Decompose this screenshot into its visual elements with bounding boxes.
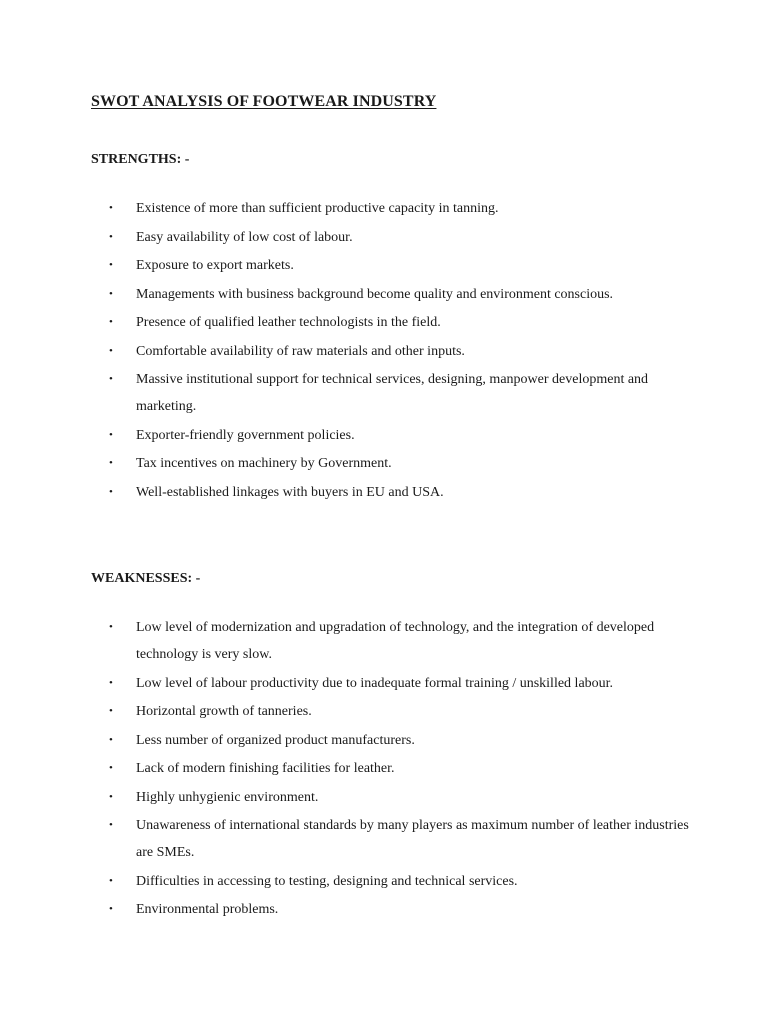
weaknesses-list	[109, 614, 689, 925]
list-item-text: Easy availability of low cost of labour.	[136, 229, 353, 245]
bullet-icon: •	[109, 287, 113, 300]
list-item-text: Low level of labour productivity due to inadequate formal training / unskilled labour.	[136, 675, 614, 691]
bullet-icon: •	[109, 202, 113, 214]
bullet-icon: •	[109, 230, 113, 243]
bullet-icon: •	[109, 316, 113, 328]
list-item	[109, 755, 689, 782]
list-item-text: Environmental problems.	[136, 902, 279, 917]
bullet-icon: •	[109, 733, 113, 746]
bullet-icon: •	[109, 428, 113, 441]
bullet-icon: •	[109, 705, 113, 717]
list-item	[109, 479, 689, 506]
list-item-text: Horizontal growth of tanneries.	[136, 704, 312, 719]
bullet-icon: •	[109, 874, 113, 887]
bullet-icon: •	[109, 621, 113, 633]
strengths-list	[109, 195, 689, 507]
list-item	[109, 422, 689, 449]
bullet-icon: •	[109, 457, 113, 469]
list-item	[109, 224, 689, 251]
list-item-text: Unawareness of international standards by many players as maximum number of leather industries are SMEs.	[136, 818, 689, 860]
strengths-heading: STRENGTHS: -	[91, 152, 190, 167]
list-item	[109, 670, 689, 697]
list-item-text: Comfortable availability of raw materials and other inputs.	[136, 343, 465, 359]
list-item-text: Lack of modern finishing facilities for leather.	[136, 761, 395, 776]
bullet-icon: •	[109, 676, 113, 689]
list-item	[109, 784, 689, 811]
list-item-text: Difficulties in accessing to testing, designing and technical services.	[136, 873, 518, 889]
list-item-text: Existence of more than sufficient productive capacity in tanning.	[136, 201, 499, 216]
list-item	[109, 812, 689, 866]
bullet-icon: •	[109, 485, 113, 498]
list-item-text: Less number of organized product manufacturers.	[136, 732, 415, 748]
list-item	[109, 309, 689, 336]
bullet-icon: •	[109, 344, 113, 357]
bullet-icon: •	[109, 903, 113, 915]
bullet-icon: •	[109, 259, 113, 271]
bullet-icon: •	[109, 373, 113, 385]
list-item	[109, 281, 689, 308]
list-item-text: Highly unhygienic environment.	[136, 789, 319, 805]
list-item-text: Tax incentives on machinery by Government.	[136, 456, 392, 471]
list-item	[109, 868, 689, 895]
list-item	[109, 252, 689, 279]
list-item	[109, 195, 689, 222]
list-item-text: Presence of qualified leather technologists in the field.	[136, 315, 441, 330]
list-item-text: Massive institutional support for technical services, designing, manpower development and marketing.	[136, 372, 649, 414]
list-item	[109, 366, 689, 420]
bullet-icon: •	[109, 819, 113, 831]
list-item	[109, 614, 689, 668]
list-item-text: Well-established linkages with buyers in EU and USA.	[136, 484, 444, 500]
list-item	[109, 727, 689, 754]
list-item	[109, 698, 689, 725]
weaknesses-heading: WEAKNESSES: -	[91, 571, 201, 586]
document-title: SWOT ANALYSIS OF FOOTWEAR INDUSTRY	[91, 93, 437, 110]
list-item	[109, 450, 689, 477]
list-item-text: Exporter-friendly government policies.	[136, 427, 355, 443]
bullet-icon: •	[109, 790, 113, 803]
list-item	[109, 896, 689, 923]
bullet-icon: •	[109, 762, 113, 774]
list-item-text: Managements with business background become quality and environment conscious.	[136, 286, 614, 302]
list-item	[109, 338, 689, 365]
list-item-text: Exposure to export markets.	[136, 258, 294, 273]
list-item-text: Low level of modernization and upgradation of technology, and the integration of developed technology is very slow.	[136, 620, 655, 662]
